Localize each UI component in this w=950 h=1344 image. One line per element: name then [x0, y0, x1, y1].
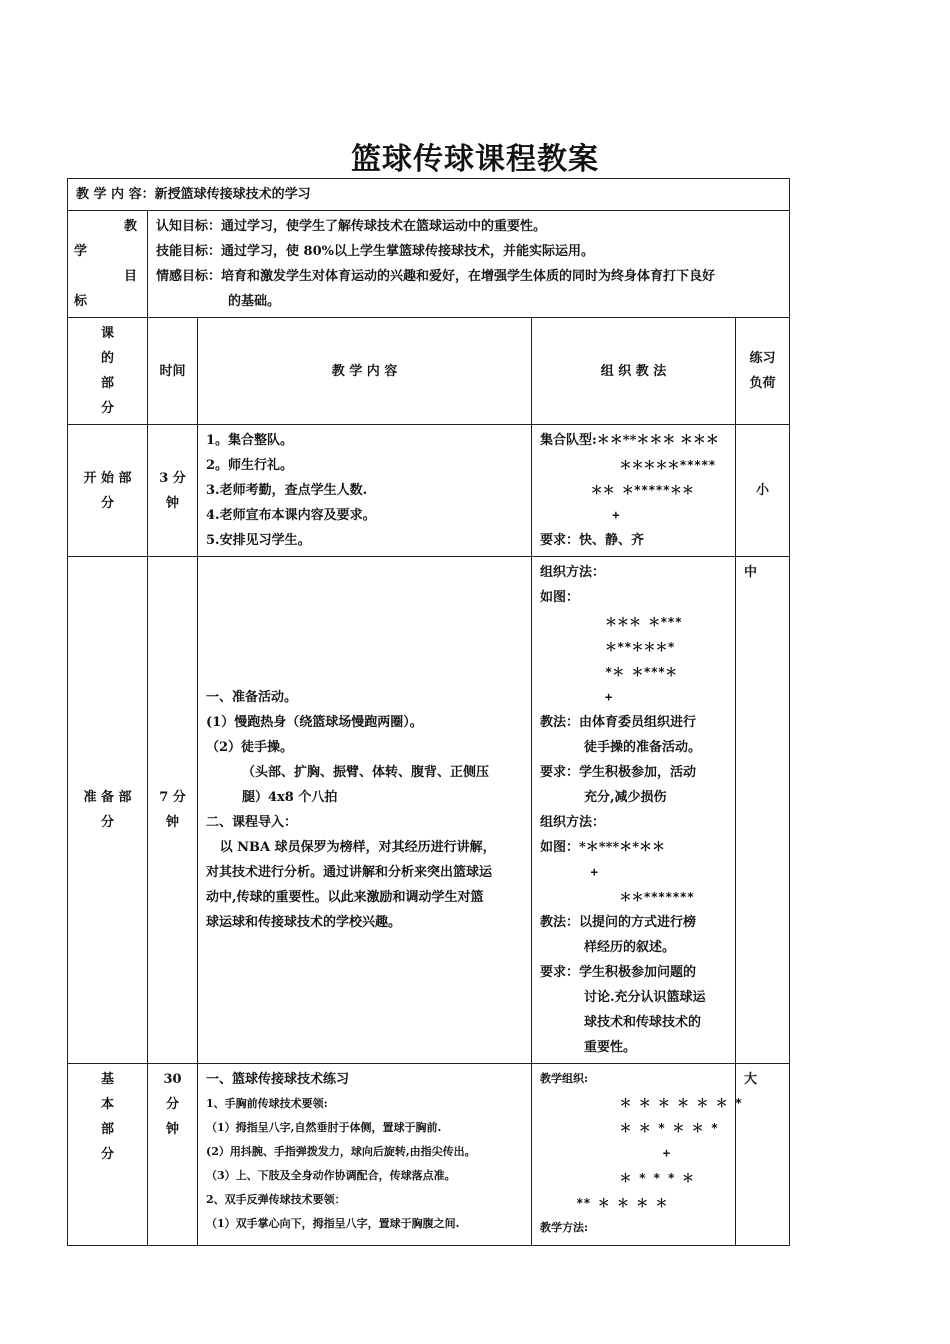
method-cell — [532, 425, 736, 557]
part-label: 分 — [100, 1147, 114, 1162]
method-line: 要求：学生积极参加问题的 — [540, 965, 697, 980]
method-cell — [532, 557, 736, 1064]
table-row — [68, 557, 790, 1064]
part-label: 部 — [100, 1122, 114, 1137]
formation-line: ＊**＊＊＊* — [540, 640, 675, 654]
method-line: 如图： — [540, 590, 580, 605]
time-cell — [148, 425, 198, 557]
time-cell — [148, 557, 198, 1064]
header-method: 组 织 教 法 — [532, 318, 736, 425]
formation-line: + — [540, 690, 613, 704]
part-label: 分 — [100, 495, 114, 511]
time-label: 30 分 — [163, 1072, 182, 1112]
table-row — [68, 1064, 790, 1246]
method-line: 充分,减少损伤 — [584, 790, 667, 805]
goal-emotion-2: 的基础。 — [228, 294, 281, 309]
goals-label — [68, 211, 148, 318]
formation-line: + — [540, 508, 620, 522]
header-part-4: 分 — [100, 401, 114, 416]
part-label: 本 — [100, 1097, 114, 1112]
content-line: 腿）4x8 个八拍 — [242, 790, 338, 805]
content-line: (2）用抖腕、手指弹拨发力，球向后旋转,由指尖传出。 — [206, 1145, 476, 1158]
time-label: 3 分 — [159, 470, 186, 486]
goals-text — [148, 211, 790, 318]
time-label: 钟 — [165, 1122, 179, 1137]
part-label: 开 始 部 — [83, 470, 132, 486]
formation-line: ＊＊ ＊*****＊＊ — [540, 483, 694, 497]
time-label: 钟 — [165, 495, 179, 511]
header-time: 时间 — [148, 318, 198, 425]
method-line: 集合队型:＊＊**＊＊＊ ＊＊＊ — [540, 433, 719, 448]
goals-label-4: 标 — [74, 294, 88, 309]
goals-row — [68, 211, 790, 318]
time-label: 钟 — [165, 815, 179, 830]
load-cell: 中 — [736, 557, 790, 1064]
time-cell — [148, 1064, 198, 1246]
method-line: 教法：以提问的方式进行榜 — [540, 915, 697, 930]
method-line: 教法：由体育委员组织进行 — [540, 715, 697, 730]
formation-line: ＊＊＊＊＊***** — [540, 458, 716, 472]
formation-line: ＊ ＊ * ＊ ＊ * — [540, 1121, 719, 1135]
content-line: 动中,传球的重要性。以此来激励和调动学生对篮 — [206, 890, 484, 905]
content-line: 1、手胸前传球技术要领: — [206, 1097, 328, 1110]
part-cell — [68, 425, 148, 557]
content-line: (1）慢跑热身（绕篮球场慢跑两圈）。 — [206, 715, 423, 730]
table-row — [68, 425, 790, 557]
part-cell — [68, 557, 148, 1064]
content-line: 球运球和传接球技术的学校兴趣。 — [206, 915, 402, 930]
goal-cognitive: 认知目标：通过学习，使学生了解传球技术在篮球运动中的重要性。 — [156, 219, 547, 234]
formation-line: ＊＊******* — [540, 890, 695, 904]
content-cell — [198, 1064, 532, 1246]
content-line: 一、准备活动。 — [206, 690, 298, 705]
part-label: 分 — [100, 815, 114, 830]
content-line: 以 NBA 球员保罗为榜样，对其经历进行讲解， — [206, 840, 496, 855]
part-label: 准 备 部 — [83, 790, 132, 805]
content-line: 二、课程导入： — [206, 815, 298, 830]
content-row — [68, 179, 790, 211]
content-line: （2）徒手操。 — [206, 740, 294, 755]
header-load-1: 练习 — [749, 351, 776, 366]
part-label: 基 — [100, 1072, 114, 1087]
content-cell: 教 学 内 容：新授篮球传接球技术的学习 — [68, 179, 790, 211]
content-line: 2。师生行礼。 — [206, 458, 294, 473]
formation-line: ＊ ＊ ＊ ＊ ＊ ＊ * — [540, 1096, 743, 1110]
time-label: 7 分 — [159, 790, 186, 805]
header-row — [68, 318, 790, 425]
lesson-plan-table — [67, 178, 790, 1246]
content-cell — [198, 557, 532, 1064]
formation-line: ** ＊ ＊ ＊ ＊ — [540, 1196, 668, 1210]
content-cell — [198, 425, 532, 557]
content-line: 对其技术进行分析。通过讲解和分析来突出篮球运 — [206, 865, 493, 880]
header-part — [68, 318, 148, 425]
load-cell: 小 — [736, 425, 790, 557]
method-line: 教学方法: — [540, 1221, 589, 1234]
method-line: 组织方法： — [540, 815, 606, 830]
method-line: 要求：学生积极参加，活动 — [540, 765, 697, 780]
goals-label-3: 目 — [123, 269, 137, 284]
load-cell: 大 — [736, 1064, 790, 1246]
formation-line: + — [540, 1146, 671, 1160]
method-cell — [532, 1064, 743, 1246]
content-line: （1）拇指呈八字,自然垂肘于体侧，置球于胸前. — [206, 1121, 442, 1134]
goals-label-1: 教 — [123, 219, 137, 234]
method-line: 教学组织: — [540, 1072, 589, 1085]
header-load-2: 负荷 — [749, 376, 776, 391]
header-content: 教 学 内 容 — [198, 318, 532, 425]
header-load — [736, 318, 790, 425]
formation-line: + — [540, 865, 598, 879]
formation-line: *＊ ＊***＊ — [540, 665, 678, 679]
content-heading: 一、篮球传接球技术练习 — [206, 1072, 350, 1087]
content-line: 5.安排见习学生。 — [206, 533, 311, 548]
header-part-2: 的 — [100, 351, 114, 366]
content-line: 4.老师宣布本课内容及要求。 — [206, 508, 376, 523]
formation-line: ＊＊＊ ＊*** — [540, 615, 682, 629]
method-line: 徒手操的准备活动。 — [584, 740, 702, 755]
method-line: 要求：快、静、齐 — [540, 533, 645, 548]
part-cell — [68, 1064, 148, 1246]
content-line: （3）上、下肢及全身动作协调配合，传球落点准。 — [206, 1169, 456, 1182]
content-line: 3.老师考勤，查点学生人数. — [206, 483, 368, 498]
method-line: 球技术和传球技术的 — [584, 1015, 702, 1030]
header-part-3: 部 — [100, 376, 114, 391]
method-line: 如图：*＊***＊*＊＊ — [540, 840, 665, 855]
method-line: 重要性。 — [584, 1040, 637, 1055]
content-line: 1。集合整队。 — [206, 433, 294, 448]
goals-label-2: 学 — [74, 244, 88, 259]
goal-emotion-1: 情感目标：培育和激发学生对体育运动的兴趣和爱好，在增强学生体质的同时为终身体育打下良好 — [156, 269, 716, 284]
formation-line: ＊ * * * ＊ — [540, 1171, 695, 1185]
method-line: 讨论.充分认识篮球运 — [584, 990, 706, 1005]
method-line: 样经历的叙述。 — [584, 940, 676, 955]
method-line: 组织方法： — [540, 565, 606, 580]
goal-skill: 技能目标：通过学习，使 80%以上学生掌篮球传接球技术，并能实际运用。 — [156, 244, 594, 259]
content-line: （1）双手掌心向下，拇指呈八字，置球于胸腹之间. — [206, 1217, 460, 1230]
header-part-1: 课 — [100, 326, 114, 341]
page-title: 篮球传球课程教案 — [351, 142, 599, 177]
content-line: 2、双手反弹传球技术要领： — [206, 1193, 346, 1206]
content-line: （头部、扩胸、振臂、体转、腹背、正侧压 — [242, 765, 490, 780]
